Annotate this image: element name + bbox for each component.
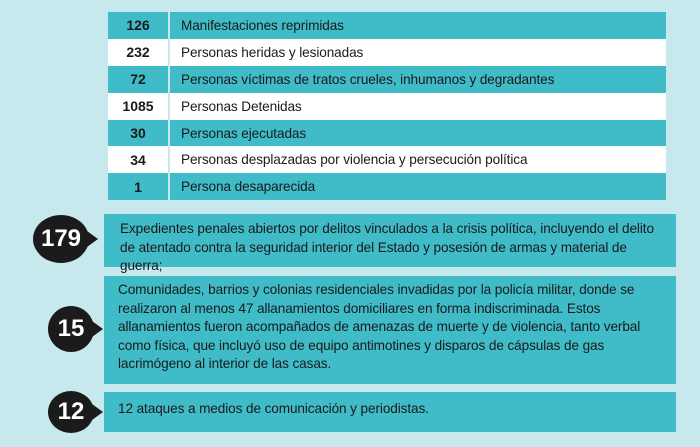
stat-label: Persona desaparecida [181,179,316,195]
fact-text: Comunidades, barrios y colonias residenciales invadidas por la policía militar, donde se realizaron al menos 47 allanamientos domiciliares en forma indiscriminada. Estos allanamientos fueron acompañados de amenazas de muerte y de violencia, tanto verbal como física, que incluyó uso de equipo antimotines y disparos de cápsulas de gas lacrimógeno al interior de las casas. [118,282,641,372]
table-row [108,39,666,66]
stat-value: 126 [108,12,170,39]
stat-label: Personas desplazadas por violencia y persecución política [181,152,528,168]
stat-value: 232 [108,39,170,66]
table-row [108,173,666,200]
stat-value: 1085 [108,93,170,120]
stat-value: 30 [108,120,170,147]
stat-label: Personas heridas y lesionadas [181,44,364,60]
table-row [108,93,666,120]
fact-text: 12 ataques a medios de comunicación y periodistas. [118,401,429,416]
stat-label: Personas víctimas de tratos crueles, inhumanos y degradantes [181,71,555,87]
stat-label: Personas ejecutadas [181,125,307,141]
table-row [108,146,666,173]
stats-table [108,12,666,200]
table-row [108,120,666,147]
fact-box-media-attacks [104,392,676,432]
fact-number-badge: 179 [33,215,89,263]
fact-box-communities-raided [104,276,676,384]
fact-text: Expedientes penales abiertos por delitos vinculados a la crisis política, incluyendo el delito de atentado contra la seguridad interior del Estado y posesión de armas y material de guerra; [120,221,654,274]
fact-number-badge: 12 [48,391,94,433]
stat-value: 72 [108,66,170,93]
stat-value: 34 [108,146,170,173]
stat-label: Manifestaciones reprimidas [181,17,344,33]
stat-value: 1 [108,173,170,200]
fact-box-criminal-cases [104,214,676,274]
fact-number-badge: 15 [48,306,94,352]
table-row [108,12,666,39]
table-row [108,66,666,93]
stat-label: Personas Detenidas [181,98,302,114]
